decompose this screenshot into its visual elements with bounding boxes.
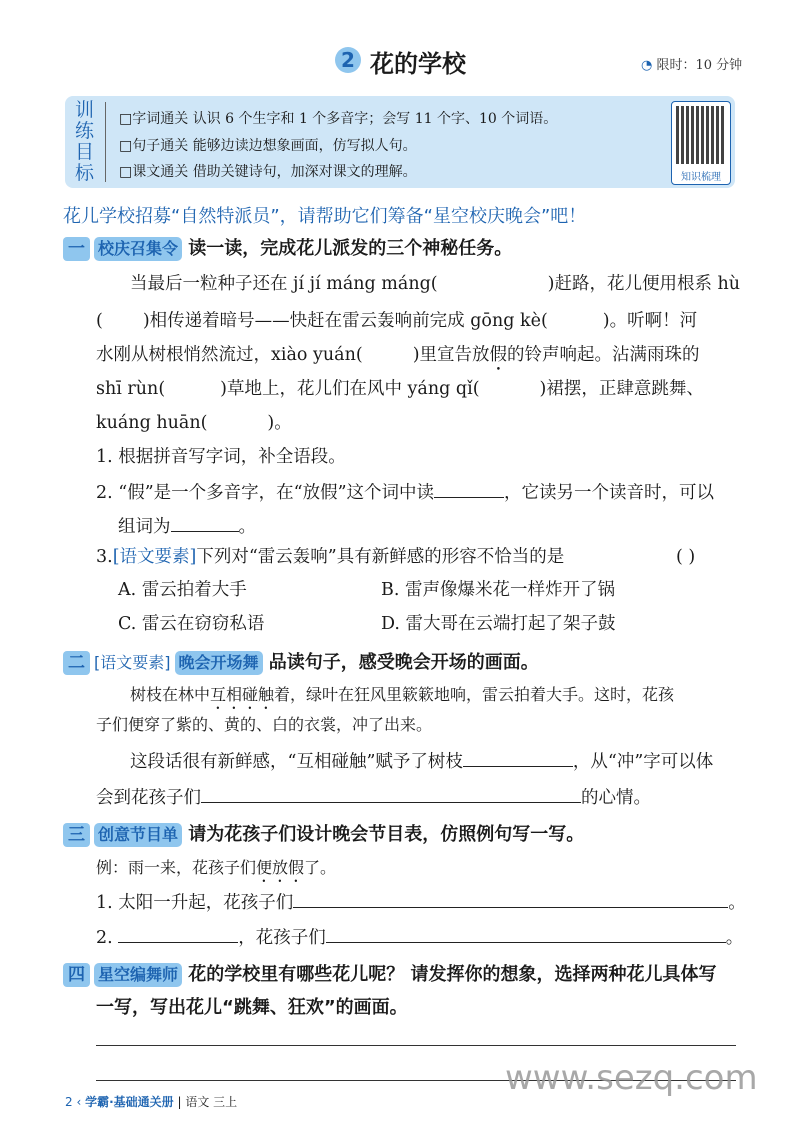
answer-blank[interactable] — [326, 924, 726, 943]
option-b[interactable]: B. 雷声像爆米花一样炸开了锅 — [381, 580, 615, 600]
passage-line: shī rùn( )草地上，花儿们在风中 yáng qǐ( )裙摆，正肆意跳舞、 — [96, 379, 704, 399]
section-title: 读一读，完成花儿派发的三个神秘任务。 — [188, 238, 513, 259]
question-line: 会到花孩子们 的心情。 — [96, 784, 651, 810]
section-4-title-cont: 一写，写出花儿“跳舞、狂欢”的画面。 — [96, 997, 408, 1018]
goal-item: □句子通关 能够边读边想象画面，仿写拟人句。 — [119, 137, 417, 154]
qr-code[interactable] — [671, 101, 731, 185]
question-line: 这段话很有新鲜感，“互相碰触”赋予了树枝 ，从“冲”字可以体 — [130, 748, 713, 774]
question-2: 2. “假”是一个多音字，在“放假”这个词中读 ，它读另一个读音时，可以 — [96, 479, 714, 505]
goal-item: □字词通关 认识 6 个生字和 1 个多音字；会写 11 个字、10 个词语。 — [119, 111, 558, 127]
passage-line: 当最后一粒种子还在 jí jí máng máng( )赶路，花儿便用根系 hù — [130, 274, 741, 294]
page-number: 2 — [65, 1095, 73, 1109]
passage-line: ( )相传递着暗号——快赶在雷云轰响前完成 gōng kè( )。听啊！河 — [96, 311, 698, 331]
quote-line: 树枝在林中互相碰触着，绿叶在狂风里簌簌地响，雷云拍着大手。这时，花孩 — [130, 685, 675, 704]
option-c[interactable]: C. 雷云在窃窃私语 — [118, 614, 265, 634]
option-a[interactable]: A. 雷云拍着大手 — [118, 580, 247, 600]
footer: 2 ‹ 学霸·基础通关册 | 语文 三上 — [65, 1095, 238, 1109]
section-2-header: 二 [语文要素] 晚会开场舞 品读句子，感受晚会开场的画面。 — [63, 648, 539, 675]
time-limit-text: 限时：10 分钟 — [656, 58, 743, 73]
divider — [105, 102, 106, 182]
question-2-cont: 组词为 。 — [118, 513, 256, 539]
answer-paren[interactable]: ( ) — [676, 547, 696, 567]
intro-text: 花儿学校招募“自然特派员”，请帮助它们筹备“星空校庆晚会”吧！ — [63, 206, 587, 227]
answer-blank[interactable] — [434, 479, 504, 498]
training-goals-box — [65, 96, 735, 188]
answer-blank[interactable] — [201, 784, 581, 803]
qr-code-icon — [676, 106, 726, 164]
passage-line: 水刚从树根悄然流过，xiào yuán( )里宣告放假的铃声响起。沾满雨珠的 — [96, 345, 700, 365]
section-1-header — [63, 234, 512, 261]
section-4-header: 四 星空编舞师 花的学校里有哪些花儿呢？ 请发挥你的想象，选择两种花儿具体写 — [63, 960, 717, 987]
passage-line: kuáng huān( )。 — [96, 413, 292, 433]
goal-item: □课文通关 借助关键诗句，加深对课文的理解。 — [119, 164, 417, 180]
example-sentence: 例：雨一来，花孩子们便放假了。 — [96, 858, 337, 877]
subject: 语文 三上 — [185, 1095, 238, 1109]
question-3: 3.[语文要素]下列对“雷云轰响”具有新鲜感的形容不恰当的是 — [96, 547, 565, 567]
lesson-number-badge: 2 — [335, 47, 361, 73]
write-line-2: 2. ，花孩子们 。 — [96, 924, 743, 950]
answer-blank[interactable] — [171, 513, 239, 532]
book-name: 学霸·基础通关册 — [85, 1095, 174, 1109]
section-tag: 校庆召集令 — [94, 237, 182, 261]
time-limit — [641, 54, 742, 73]
write-line-1: 1. 太阳一升起，花孩子们 。 — [96, 889, 746, 915]
option-d[interactable]: D. 雷大哥在云端打起了架子鼓 — [381, 614, 616, 634]
answer-blank[interactable] — [463, 748, 573, 767]
answer-blank[interactable] — [293, 889, 728, 908]
page-title: 花的学校 — [370, 50, 466, 78]
writing-line[interactable] — [96, 1045, 736, 1046]
section-number: 一 — [63, 237, 90, 261]
clock-icon: ◔ — [641, 58, 653, 73]
section-3-header: 三 创意节目单 请为花孩子们设计晚会节目表，仿照例句写一写。 — [63, 820, 584, 847]
quote-line: 子们便穿了紫的、黄的、白的衣裳，冲了出来。 — [96, 715, 433, 734]
watermark: www.sezq.com — [505, 1058, 758, 1098]
goal-list — [119, 106, 557, 186]
question-1: 1. 根据拼音写字词，补全语段。 — [96, 447, 346, 467]
goals-label: 训练目标 — [75, 99, 95, 184]
qr-label: 知识梳理 — [681, 172, 721, 183]
answer-blank[interactable] — [118, 924, 238, 943]
